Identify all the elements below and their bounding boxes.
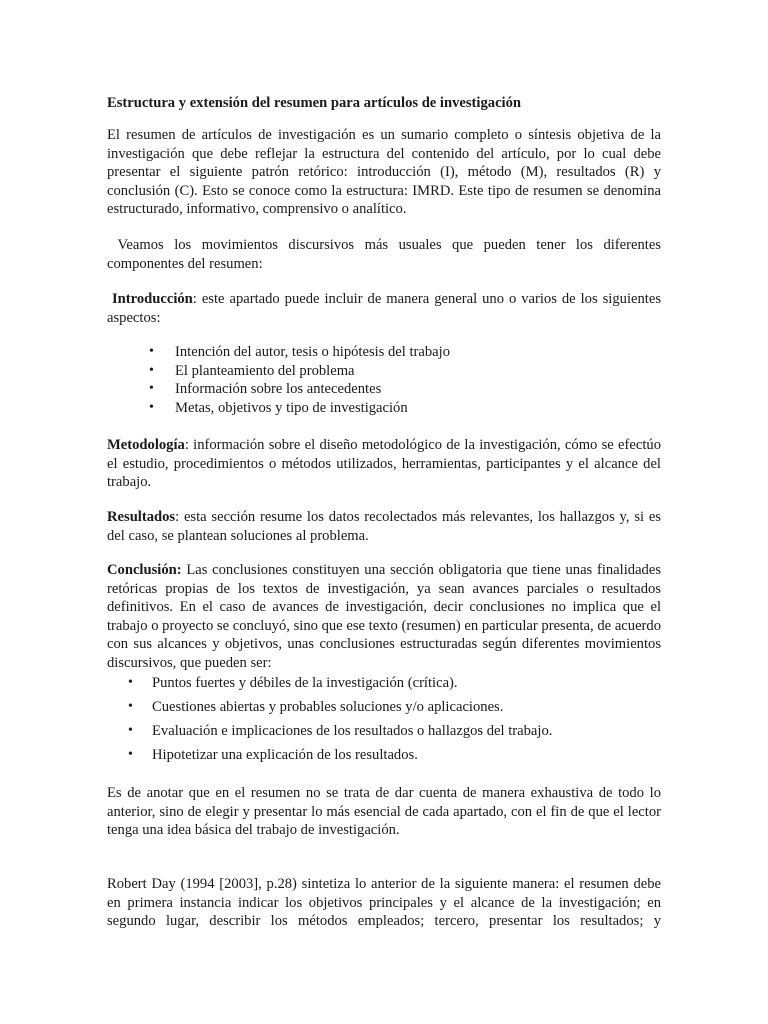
- conclusion-bullet-list: [152, 674, 652, 770]
- section-label-resultados: Resultados: [107, 509, 176, 525]
- section-resultados: [107, 508, 661, 545]
- paragraph-robert-day: Robert Day (1994 [2003], p.28) sintetiza lo anterior de la siguiente manera: el resumen debe en primera instancia indicar los objetivos principales y el alcance de la investigación; en segundo lugar, describir los métodos empleados; tercero, presentar los resultados; y: [107, 876, 661, 930]
- section-label-introduccion: Introducción: [111, 291, 193, 307]
- paragraph-intro-summary: El resumen de artículos de investigación es un sumario completo o síntesis objetiva de la investigación que debe reflejar la estructura del contenido del artículo, por lo cual debe presentar el siguiente patrón retórico: introducción (I), método (M), resultados (R) y conclusión (C). Esto se conoce como la estructura: IMRD. Este tipo de resumen se denomina estructurado, informativo, comprensivo o analítico.: [107, 127, 661, 218]
- document-title: Estructura y extensión del resumen para artículos de investigación: [107, 95, 522, 111]
- list-item: • Evaluación e implicaciones de los resultados o hallazgos del trabajo.: [152, 722, 652, 746]
- section-introduccion: [107, 290, 661, 327]
- section-conclusion: [107, 561, 661, 673]
- section-label-metodologia: Metodología: [107, 437, 185, 453]
- paragraph-anotar: Es de anotar que en el resumen no se trata de dar cuenta de manera exhaustiva de todo lo anterior, sino de elegir y presentar lo más esencial de cada apartado, con el fin de que el lector tenga una idea básica del trabajo de investigación.: [107, 785, 661, 839]
- section-label-conclusion: Conclusión:: [107, 562, 182, 578]
- section-text-metodologia: : información sobre el diseño metodológico de la investigación, cómo se efectúo el estudio, procedimientos o métodos utilizados, herramientas, participantes y el alcance del trabajo.: [107, 437, 661, 491]
- list-item: • Metas, objetivos y tipo de investigación: [175, 399, 675, 418]
- section-text-introduccion: : este apartado puede incluir de manera general uno o varios de los siguientes aspectos:: [107, 291, 661, 326]
- list-item: • Información sobre los antecedentes: [175, 380, 675, 399]
- list-item: • El planteamiento del problema: [175, 362, 675, 381]
- list-item: • Intención del autor, tesis o hipótesis del trabajo: [175, 343, 675, 362]
- list-item: • Hipotetizar una explicación de los resultados.: [152, 746, 652, 770]
- list-item: • Cuestiones abiertas y probables soluciones y/o aplicaciones.: [152, 698, 652, 722]
- section-text-conclusion: Las conclusiones constituyen una sección obligatoria que tiene unas finalidades retóricas propias de los textos de investigación, ya sean avances parciales o resultados definitivos. En el caso de avances de investigación, decir conclusiones no implica que el trabajo o proyecto se concluyó, sino que ese texto (resumen) en particular presenta, de acuerdo con sus alcances y objetivos, unas conclusiones estructuradas según diferentes movimientos discursivos, que pueden ser:: [107, 562, 661, 671]
- section-text-resultados: : esta sección resume los datos recolectados más relevantes, los hallazgos y, si es del caso, se plantean soluciones al problema.: [107, 509, 661, 544]
- paragraph-movements: Veamos los movimientos discursivos más usuales que pueden tener los diferentes componentes del resumen:: [107, 237, 665, 272]
- introduccion-bullet-list: [175, 343, 675, 417]
- section-metodologia: [107, 436, 661, 492]
- list-item: • Puntos fuertes y débiles de la investigación (crítica).: [152, 674, 652, 698]
